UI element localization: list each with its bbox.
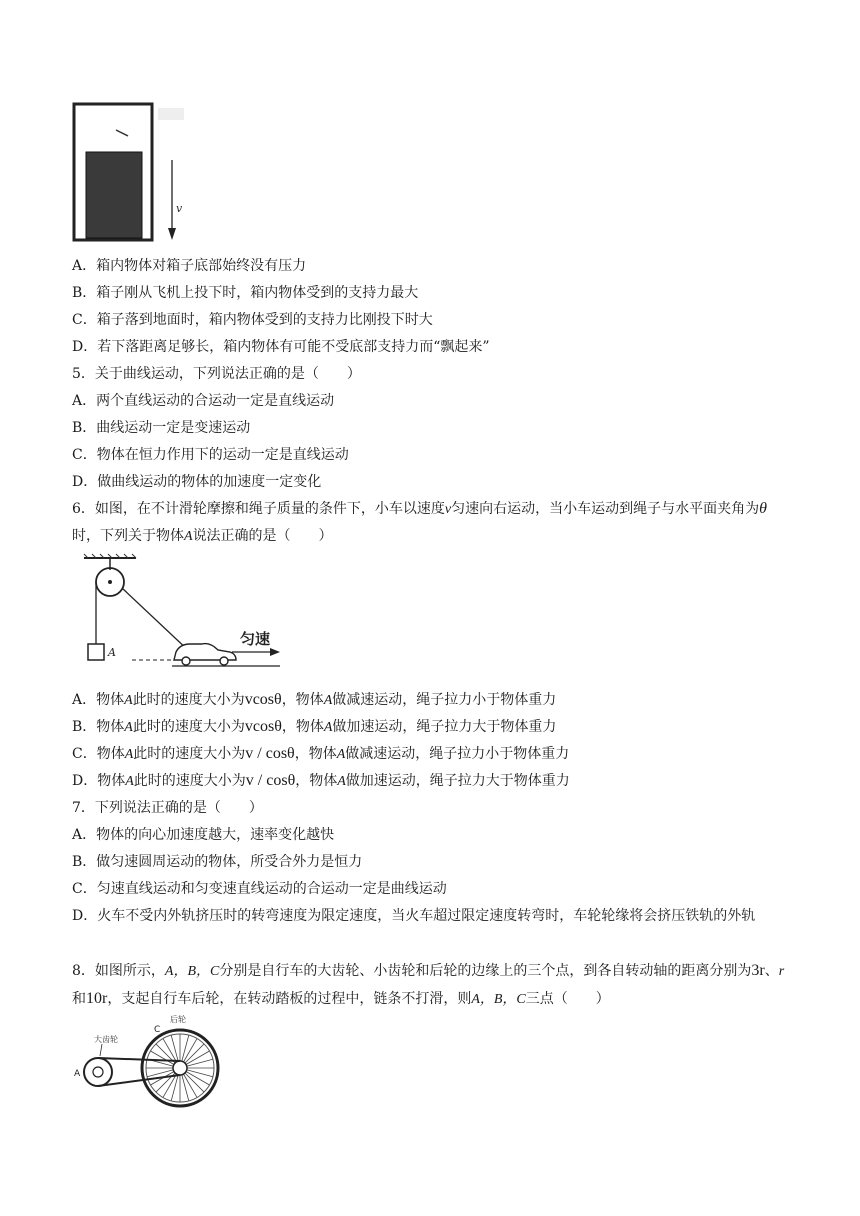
q5-option-a: A．两个直线运动的合运动一定是直线运动 [72, 393, 335, 409]
q6-var-a: A [184, 529, 193, 544]
q6-stem-part4: 说法正确的是（ ） [192, 528, 333, 544]
q6-b-text1: B．物体 [72, 719, 125, 735]
q7-option-a: A．物体的向心加速度越大，速率变化越快 [72, 827, 335, 843]
q6-d-text4: 做加速运动，绳子拉力大于物体重力 [345, 773, 570, 789]
pulley-axle [108, 580, 112, 584]
big-gear-label: 大齿轮 [94, 1035, 118, 1044]
velocity-label: v [176, 202, 183, 215]
big-gear-hub [93, 1067, 103, 1077]
q6-option-c [72, 744, 569, 765]
q8-stem-part3: ，支起自行车后轮，在转动踏板的过程中，链条不打滑，则 [107, 991, 472, 1007]
q6-a-text3: ，物体 [281, 692, 324, 708]
q8-sep2: 和 [72, 991, 86, 1007]
q8-r2: r [778, 964, 785, 979]
q8-sep1: 、 [764, 963, 779, 979]
pulley-car-figure [72, 548, 284, 674]
q8-r3: 10r [86, 990, 108, 1007]
q6-d-text1: D．物体 [72, 773, 126, 789]
speed-label: 匀速 [240, 630, 271, 648]
figure-smudge [158, 108, 184, 120]
q6-a-var2: A [323, 693, 333, 708]
q6-stem-part3: 时，下列关于物体 [72, 528, 184, 544]
q6-d-text3: ，物体 [295, 773, 338, 789]
q6-c-text3: ，物体 [294, 746, 337, 762]
q6-var-theta: θ [759, 500, 767, 517]
q4-option-d: D．若下落距离足够长，箱内物体有可能不受底部支持力而“飘起来” [72, 339, 490, 355]
q7-option-b: B．做匀速圆周运动的物体，所受合外力是恒力 [72, 854, 363, 870]
q8-stem-part2: 分别是自行车的大齿轮、小齿轮和后轮的边缘上的三个点，到各自转动轴的距离分别为 [219, 963, 752, 979]
velocity-arrowhead [168, 228, 176, 240]
small-gear [173, 1061, 187, 1075]
q8-r1: 3r [751, 962, 765, 979]
car-rear-wheel [182, 657, 190, 665]
block-a-label: A [108, 646, 116, 659]
big-gear-pointer [100, 1044, 102, 1056]
point-c-label: C [154, 1025, 161, 1035]
q6-b-expr: vcosθ [244, 718, 282, 735]
q6-b-text2: 此时的速度大小为 [132, 719, 245, 735]
q6-option-d [72, 771, 570, 792]
q6-b-var1: A [124, 720, 133, 735]
rope-slanted [122, 588, 190, 652]
q6-stem-part2: 匀速向右运动，当小车运动到绳子与水平面夹角为 [451, 501, 760, 517]
q6-d-var2: A [337, 774, 346, 789]
box-mark [116, 130, 128, 136]
q6-a-text1: A．物体 [72, 692, 125, 708]
q6-c-var2: A [336, 747, 346, 762]
bicycle-gear-figure [72, 1012, 222, 1120]
q6-stem [72, 495, 790, 550]
q4-option-a: A．箱内物体对箱子底部始终没有压力 [72, 258, 307, 274]
q8-stem-part1: 8．如图所示， [72, 963, 165, 979]
car-front-wheel [220, 657, 228, 665]
q5-option-b: B．曲线运动一定是变速运动 [72, 420, 251, 436]
q6-b-text3: ，物体 [281, 719, 324, 735]
block-a [88, 644, 104, 660]
q8-points-2: A，B，C [471, 992, 526, 1007]
q6-option-a [72, 690, 556, 711]
q6-c-text1: C．物体 [72, 746, 125, 762]
q7-stem: 7．下列说法正确的是（ ） [72, 800, 263, 816]
q5-stem: 5．关于曲线运动，下列说法正确的是（ ） [72, 366, 361, 382]
q6-b-text4: 做加速运动，绳子拉力大于物体重力 [332, 719, 557, 735]
rear-wheel-label: 后轮 [170, 1015, 186, 1024]
q4-option-c: C．箱子落到地面时，箱内物体受到的支持力比刚投下时大 [72, 312, 433, 328]
object-in-box [86, 152, 142, 238]
q6-a-text4: 做减速运动，绳子拉力小于物体重力 [332, 692, 557, 708]
q6-a-text2: 此时的速度大小为 [132, 692, 245, 708]
q6-c-text2: 此时的速度大小为 [133, 746, 246, 762]
speed-arrowhead [270, 648, 280, 656]
falling-box-figure [70, 100, 190, 246]
q8-stem [72, 957, 790, 1013]
q7-option-d: D．火车不受内外轨挤压时的转弯速度为限定速度，当火车超过限定速度转弯时，车轮轮缘将会挤压铁轨的外轨 [72, 908, 756, 924]
q6-c-text4: 做减速运动，绳子拉力小于物体重力 [345, 746, 570, 762]
point-a-label: A [74, 1069, 81, 1079]
q6-c-var1: A [124, 747, 134, 762]
q6-d-text2: 此时的速度大小为 [133, 773, 246, 789]
q6-option-b [72, 717, 556, 738]
q6-c-expr: v / cosθ [245, 745, 295, 762]
q5-option-c: C．物体在恒力作用下的运动一定是直线运动 [72, 447, 349, 463]
chain-top [98, 1058, 180, 1061]
q8-points: A，B，C [164, 964, 220, 979]
q7-option-c: C．匀速直线运动和匀变速直线运动的合运动一定是曲线运动 [72, 881, 447, 897]
q6-b-var2: A [323, 720, 333, 735]
q4-option-b: B．箱子刚从飞机上投下时，箱内物体受到的支持力最大 [72, 285, 419, 301]
q6-d-var1: A [125, 774, 134, 789]
q6-a-expr: vcosθ [244, 691, 282, 708]
q6-a-var1: A [124, 693, 133, 708]
q6-stem-part1: 6．如图，在不计滑轮摩擦和绳子质量的条件下，小车以速度 [72, 501, 445, 517]
q6-var-v: v [444, 502, 452, 517]
q8-stem-part4: 三点（ ） [525, 991, 610, 1007]
q5-option-d: D．做曲线运动的物体的加速度一定变化 [72, 474, 322, 490]
q6-d-expr: v / cosθ [245, 772, 296, 789]
